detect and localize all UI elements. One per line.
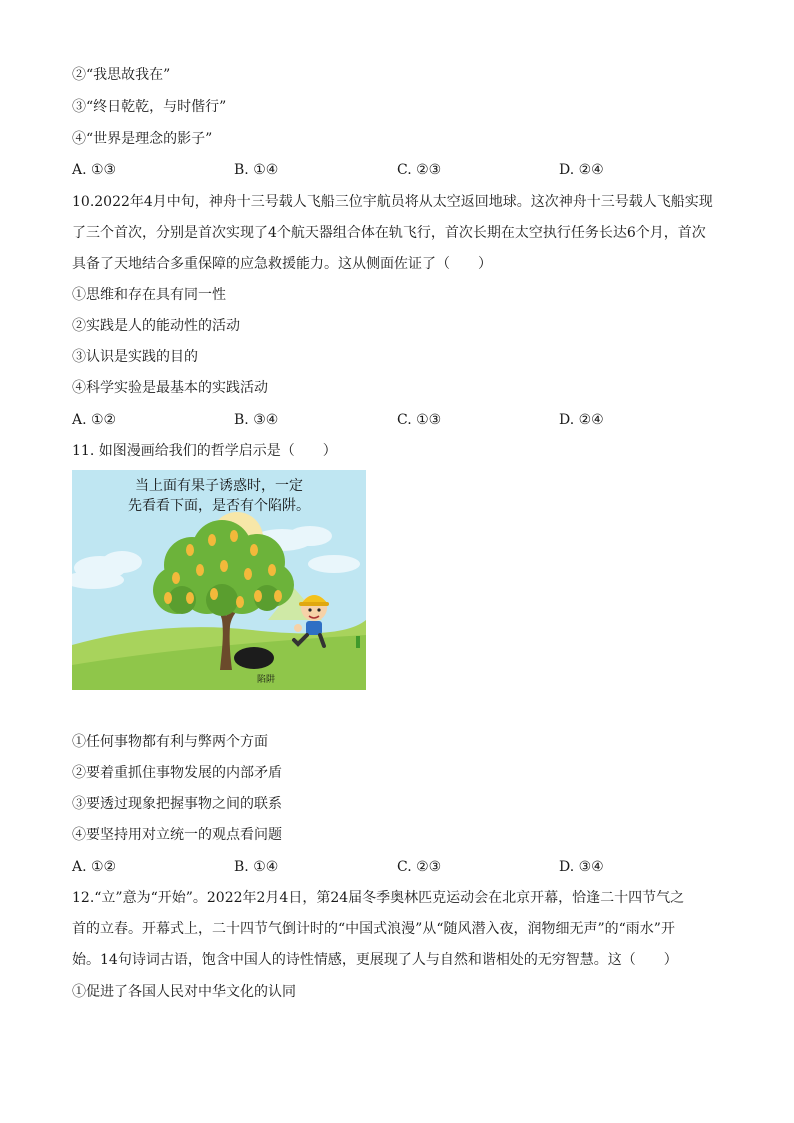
q10-option-d[interactable]: D. ②④ [559, 412, 604, 428]
q11-item-3: ③要透过现象把握事物之间的联系 [72, 796, 282, 812]
q12-stem-line-3: 始。14句诗词古语，饱含中国人的诗性情感，更展现了人与自然和谐相处的无穷智慧。这（ ） [72, 952, 678, 968]
q9-item-3: ③“终日乾乾，与时偕行” [72, 99, 227, 115]
q12-stem-line-1: 12.“立”意为“开始”。2022年2月4日，第24届冬季奥林匹克运动会在北京开幕，恰逢二十四节气之 [72, 890, 685, 906]
q10-item-3: ③认识是实践的目的 [72, 349, 198, 365]
cartoon-caption-line-1: 当上面有果子诱惑时，一定 [135, 478, 303, 494]
q9-options [72, 160, 732, 180]
q12-stem-line-2: 首的立春。开幕式上，二十四节气倒计时的“中国式浪漫”从“随风潜入夜，润物细无声”的“雨水”开 [72, 921, 675, 937]
q11-stem: 11. 如图漫画给我们的哲学启示是（ ） [72, 443, 337, 459]
q11-option-c[interactable]: C. ②③ [397, 859, 442, 875]
cartoon-caption-line-2: 先看看下面，是否有个陷阱。 [128, 498, 310, 514]
q9-option-c[interactable]: C. ②③ [397, 162, 442, 178]
q10-option-b[interactable]: B. ③④ [234, 412, 279, 428]
q11-cartoon [72, 470, 366, 690]
q11-options [72, 857, 732, 877]
q9-option-d[interactable]: D. ②④ [559, 162, 604, 178]
q11-item-2: ②要着重抓住事物发展的内部矛盾 [72, 765, 282, 781]
q10-option-a[interactable]: A. ①② [72, 412, 117, 428]
q9-item-2: ②“我思故我在” [72, 67, 171, 83]
q10-item-2: ②实践是人的能动性的活动 [72, 318, 240, 334]
q10-stem-line-3: 具备了天地结合多重保障的应急救援能力。这从侧面佐证了（ ） [72, 256, 492, 272]
q11-option-a[interactable]: A. ①② [72, 859, 117, 875]
q11-item-4: ④要坚持用对立统一的观点看问题 [72, 827, 282, 843]
cartoon-illustration [72, 470, 366, 690]
q10-options [72, 410, 732, 430]
q11-item-1: ①任何事物都有利与弊两个方面 [72, 734, 268, 750]
trap-label: 陷阱 [256, 675, 276, 685]
q11-option-b[interactable]: B. ①④ [234, 859, 279, 875]
q9-option-b[interactable]: B. ①④ [234, 162, 279, 178]
q10-stem-line-1: 10.2022年4月中旬，神舟十三号载人飞船三位宇航员将从太空返回地球。这次神舟十三号载人飞船实现 [72, 194, 713, 210]
q10-item-4: ④科学实验是最基本的实践活动 [72, 380, 268, 396]
q9-option-a[interactable]: A. ①③ [72, 162, 117, 178]
q12-item-1: ①促进了各国人民对中华文化的认同 [72, 984, 296, 1000]
q10-stem-line-2: 了三个首次，分别是首次实现了4个航天器组合体在轨飞行，首次长期在太空执行任务长达6个月，首次 [72, 225, 706, 241]
q11-option-d[interactable]: D. ③④ [559, 859, 604, 875]
q10-option-c[interactable]: C. ①③ [397, 412, 442, 428]
q10-item-1: ①思维和存在具有同一性 [72, 287, 226, 303]
grass-post [356, 636, 360, 648]
trap-hole [234, 647, 274, 669]
q9-item-4: ④“世界是理念的影子” [72, 131, 213, 147]
